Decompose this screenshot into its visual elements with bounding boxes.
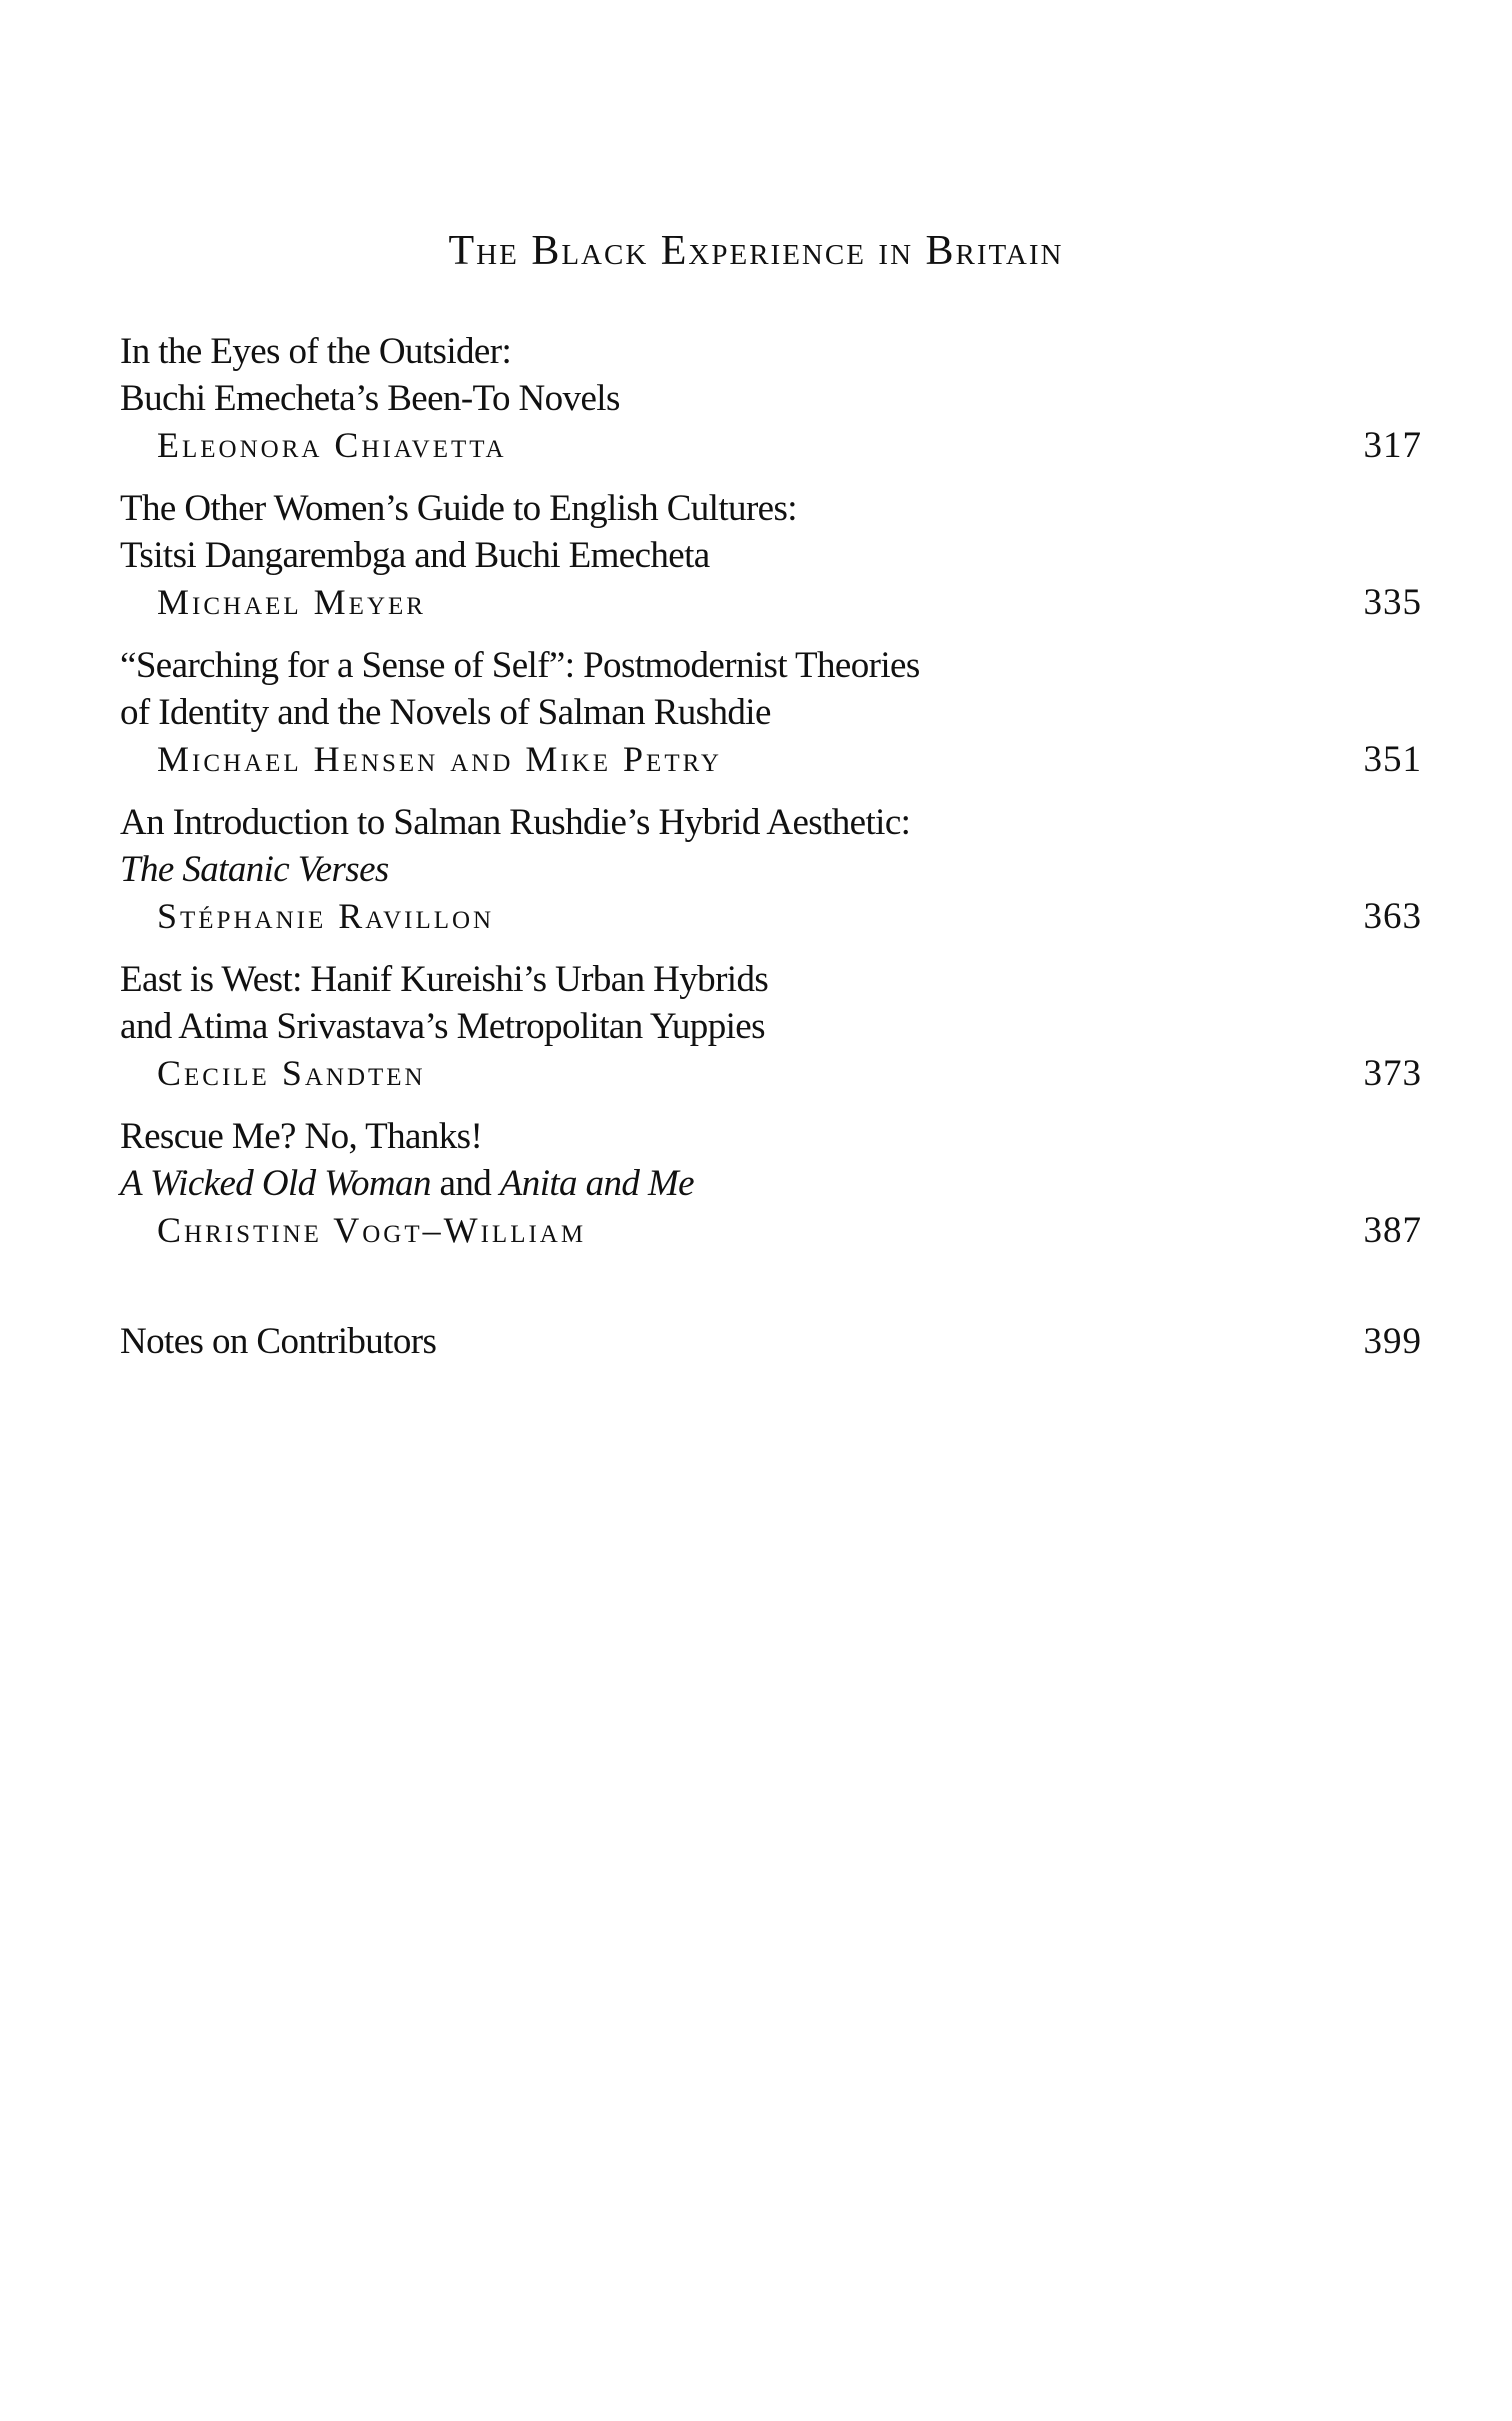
- entry-title-line: East is West: Hanif Kureishi’s Urban Hybrids: [120, 959, 769, 1000]
- entry-title-joiner: and: [430, 1163, 500, 1204]
- entry-author: Michael Meyer: [157, 582, 426, 622]
- entry-author: Michael Hensen and Mike Petry: [157, 739, 722, 779]
- entry-title-line: “Searching for a Sense of Self”: Postmodernist Theories: [120, 645, 920, 686]
- entry-author-row: [120, 579, 1422, 626]
- entry-author-row: [120, 422, 1422, 469]
- entry-title-italic: The Satanic Verses: [120, 849, 389, 890]
- entry-author: Christine Vogt–William: [157, 1210, 587, 1250]
- entry-author-row: [120, 1050, 1422, 1097]
- entry-author-row: [120, 736, 1422, 783]
- entry-author-row: [120, 1207, 1422, 1254]
- toc-entry[interactable]: [120, 328, 1422, 469]
- entry-title-line: The Other Women’s Guide to English Cultures:: [120, 488, 797, 529]
- entry-page-number: 317: [1363, 425, 1422, 466]
- entry-author-row: [120, 893, 1422, 940]
- entry-page-number: 363: [1363, 896, 1422, 937]
- entry-page-number: 351: [1363, 739, 1422, 780]
- entry-title-line: [120, 846, 1422, 893]
- toc-entry[interactable]: [120, 485, 1422, 626]
- entry-page-number: 373: [1363, 1053, 1422, 1094]
- entry-title-italic: Anita and Me: [499, 1163, 695, 1204]
- notes-on-contributors-entry[interactable]: [120, 1318, 1422, 1365]
- entry-author: Cecile Sandten: [157, 1053, 426, 1093]
- entry-author: Stéphanie Ravillon: [157, 896, 495, 936]
- toc-entry[interactable]: [120, 1113, 1422, 1254]
- section-title: The Black Experience in Britain: [448, 228, 1064, 274]
- toc-entries: [120, 328, 1422, 1270]
- entry-title-line: of Identity and the Novels of Salman Rushdie: [120, 692, 771, 733]
- toc-entry[interactable]: [120, 642, 1422, 783]
- entry-title-line: Rescue Me? No, Thanks!: [120, 1116, 483, 1157]
- entry-page-number: 335: [1363, 582, 1422, 623]
- entry-title-line: Tsitsi Dangarembga and Buchi Emecheta: [120, 535, 710, 576]
- toc-entry[interactable]: [120, 956, 1422, 1097]
- notes-label: Notes on Contributors: [120, 1321, 437, 1362]
- entry-title-line: An Introduction to Salman Rushdie’s Hybrid Aesthetic:: [120, 802, 911, 843]
- notes-page-number: 399: [1363, 1321, 1422, 1362]
- entry-title-line: and Atima Srivastava’s Metropolitan Yuppies: [120, 1006, 765, 1047]
- entry-title-line: Buchi Emecheta’s Been-To Novels: [120, 378, 620, 419]
- entry-author: Eleonora Chiavetta: [157, 425, 507, 465]
- toc-entry[interactable]: [120, 799, 1422, 940]
- entry-title-italic: A Wicked Old Woman: [120, 1163, 431, 1204]
- entry-page-number: 387: [1363, 1210, 1422, 1251]
- entry-title-line: In the Eyes of the Outsider:: [120, 331, 512, 372]
- entry-title-line: [120, 1160, 1422, 1207]
